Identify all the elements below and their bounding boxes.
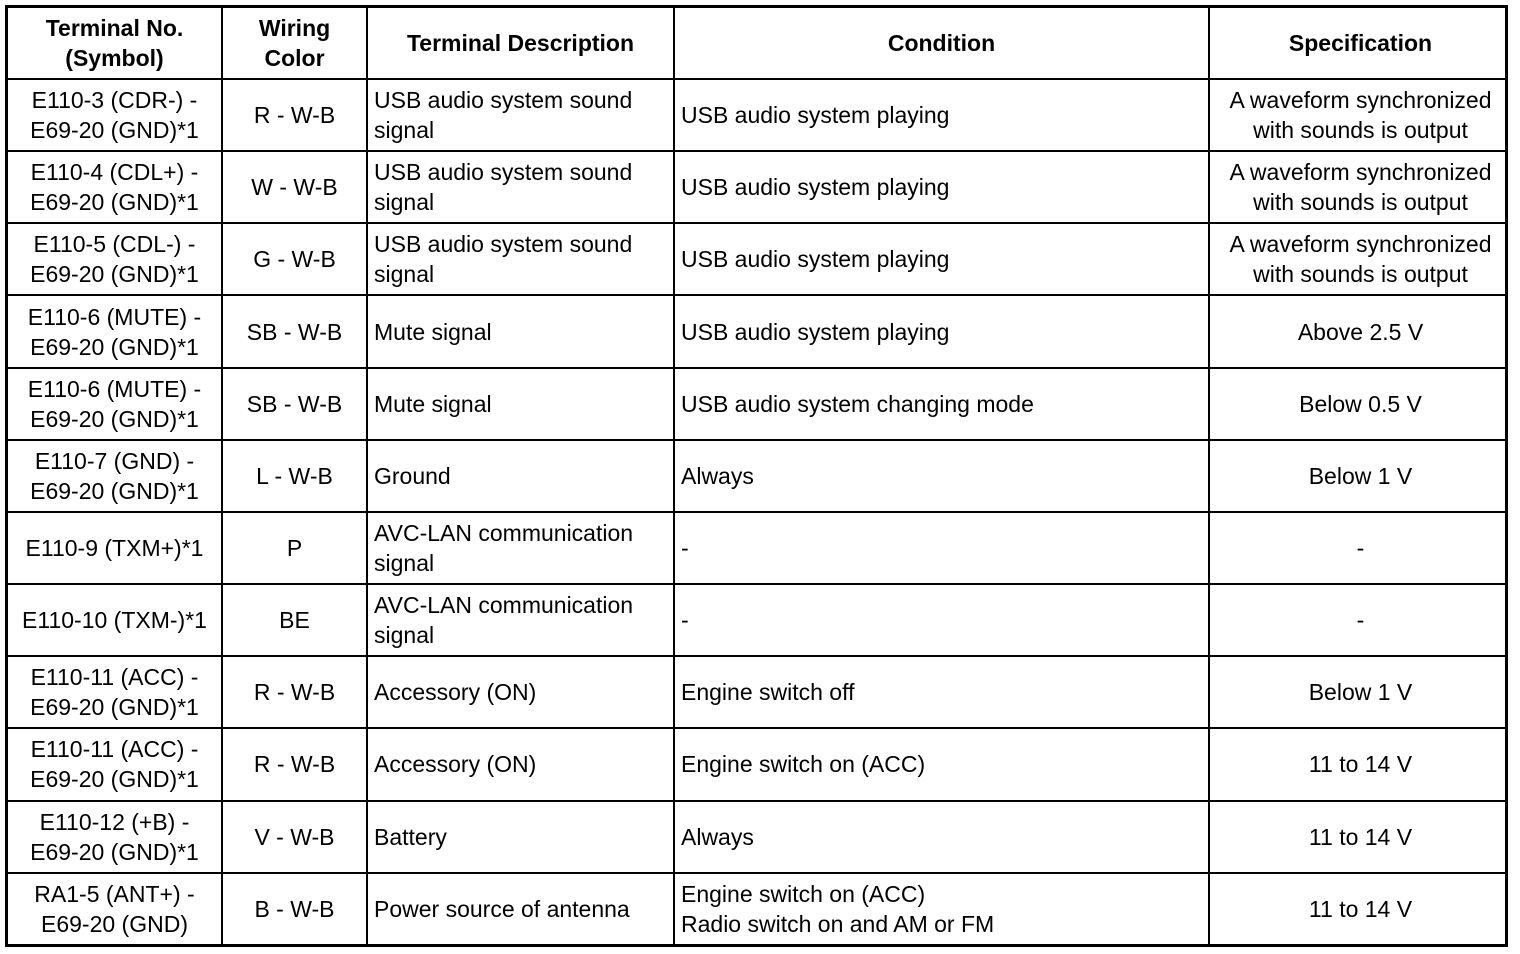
cell-specification-line: A waveform synchronized xyxy=(1229,87,1492,114)
cell-condition-line: Engine switch on (ACC) xyxy=(681,751,926,778)
cell-terminal-no xyxy=(8,584,222,656)
table-row xyxy=(8,584,1508,656)
cell-terminal-no-line: E69-20 (GND)*1 xyxy=(30,117,199,144)
cell-wiring-color xyxy=(222,368,367,440)
cell-condition xyxy=(674,512,1209,584)
header-wiring-color: Wiring Color xyxy=(222,8,367,79)
cell-terminal-description xyxy=(367,79,674,151)
header-terminal-no: Terminal No. (Symbol) xyxy=(8,8,222,79)
cell-terminal-no-line: E69-20 (GND) xyxy=(41,910,188,937)
cell-wiring-color xyxy=(222,873,367,944)
cell-condition-line: USB audio system changing mode xyxy=(681,390,1034,417)
cell-terminal-no-line: E110-5 (CDL-) - xyxy=(33,231,196,258)
cell-specification xyxy=(1209,368,1508,440)
cell-specification-line: Below 1 V xyxy=(1308,462,1413,489)
cell-condition-line: - xyxy=(681,607,689,634)
cell-specification-line: A waveform synchronized xyxy=(1229,159,1492,186)
cell-terminal-no-line: E110-10 (TXM-)*1 xyxy=(22,607,207,634)
header-row xyxy=(8,8,1508,79)
cell-terminal-description xyxy=(367,656,674,728)
cell-terminal-no xyxy=(8,151,222,223)
table-row xyxy=(8,801,1508,873)
cell-terminal-no-line: E69-20 (GND)*1 xyxy=(30,189,199,216)
cell-terminal-no-line: E110-6 (MUTE) - xyxy=(27,375,202,402)
cell-condition xyxy=(674,656,1209,728)
cell-specification-line: Below 0.5 V xyxy=(1299,390,1422,417)
cell-wiring-color-line: R - W-B xyxy=(253,679,336,706)
cell-terminal-no xyxy=(8,440,222,512)
cell-terminal-no-line: E110-12 (+B) - xyxy=(39,808,190,835)
cell-terminal-no xyxy=(8,873,222,944)
cell-terminal-description xyxy=(367,368,674,440)
cell-terminal-description xyxy=(367,295,674,367)
header-terminal-description: Terminal Description xyxy=(367,8,674,79)
cell-wiring-color-line: B - W-B xyxy=(254,895,335,922)
cell-terminal-no xyxy=(8,368,222,440)
header-specification: Specification xyxy=(1209,8,1508,79)
cell-wiring-color xyxy=(222,79,367,151)
cell-condition-line: USB audio system playing xyxy=(681,318,950,345)
cell-specification-line: Below 1 V xyxy=(1308,679,1413,706)
cell-terminal-no-line: E110-11 (ACC) - xyxy=(30,664,199,691)
cell-wiring-color xyxy=(222,801,367,873)
cell-specification xyxy=(1209,656,1508,728)
cell-specification xyxy=(1209,295,1508,367)
cell-specification-line: with sounds is output xyxy=(1253,261,1468,288)
cell-terminal-description xyxy=(367,223,674,295)
terminal-spec-sheet xyxy=(5,5,1508,947)
cell-specification-line: 11 to 14 V xyxy=(1308,895,1413,922)
cell-terminal-description-line: USB audio system sound xyxy=(374,87,633,114)
cell-specification xyxy=(1209,151,1508,223)
cell-terminal-description-line: signal xyxy=(374,117,435,144)
cell-wiring-color xyxy=(222,512,367,584)
cell-wiring-color-line: SB - W-B xyxy=(246,390,343,417)
cell-terminal-no-line: E69-20 (GND)*1 xyxy=(30,333,199,360)
cell-terminal-no-line: RA1-5 (ANT+) - xyxy=(34,880,195,907)
cell-terminal-description-line: Mute signal xyxy=(374,318,492,345)
cell-terminal-description-line: USB audio system sound xyxy=(374,159,633,186)
table-row xyxy=(8,440,1508,512)
table-body xyxy=(8,79,1508,944)
table-row xyxy=(8,728,1508,800)
cell-condition xyxy=(674,584,1209,656)
cell-specification xyxy=(1209,223,1508,295)
cell-condition-line: Engine switch off xyxy=(681,679,855,706)
cell-condition xyxy=(674,440,1209,512)
cell-wiring-color xyxy=(222,223,367,295)
cell-specification xyxy=(1209,801,1508,873)
cell-terminal-description-line: Power source of antenna xyxy=(374,895,630,922)
table-row xyxy=(8,368,1508,440)
cell-condition-line: - xyxy=(681,535,689,562)
cell-terminal-description-line: Mute signal xyxy=(374,390,492,417)
cell-specification-line: 11 to 14 V xyxy=(1308,751,1413,778)
cell-wiring-color xyxy=(222,584,367,656)
header-condition: Condition xyxy=(674,8,1209,79)
cell-terminal-no xyxy=(8,512,222,584)
table-row xyxy=(8,79,1508,151)
cell-terminal-description xyxy=(367,728,674,800)
cell-terminal-no-line: E110-4 (CDL+) - xyxy=(30,159,199,186)
cell-terminal-description-line: AVC-LAN communication xyxy=(374,520,634,547)
cell-terminal-no-line: E110-11 (ACC) - xyxy=(30,736,199,763)
cell-specification-line: - xyxy=(1356,607,1365,634)
table-row xyxy=(8,223,1508,295)
cell-condition-line: USB audio system playing xyxy=(681,102,950,129)
cell-wiring-color-line: G - W-B xyxy=(253,246,336,273)
cell-specification-line: - xyxy=(1356,535,1365,562)
table-header xyxy=(8,8,1508,79)
cell-condition-line: Engine switch on (ACC) xyxy=(681,880,926,907)
cell-condition xyxy=(674,151,1209,223)
cell-condition xyxy=(674,728,1209,800)
cell-terminal-no xyxy=(8,295,222,367)
cell-terminal-no xyxy=(8,728,222,800)
cell-terminal-no-line: E69-20 (GND)*1 xyxy=(30,477,199,504)
cell-terminal-description-line: USB audio system sound xyxy=(374,231,633,258)
cell-condition-line: Always xyxy=(681,823,754,850)
cell-wiring-color-line: L - W-B xyxy=(256,462,333,489)
cell-wiring-color xyxy=(222,656,367,728)
cell-terminal-no-line: E69-20 (GND)*1 xyxy=(30,694,199,721)
cell-terminal-description xyxy=(367,801,674,873)
cell-wiring-color-line: BE xyxy=(279,607,310,634)
cell-wiring-color-line: V - W-B xyxy=(254,823,335,850)
cell-terminal-no-line: E110-6 (MUTE) - xyxy=(27,303,202,330)
cell-specification xyxy=(1209,873,1508,944)
terminal-spec-table xyxy=(8,8,1508,944)
cell-specification-line: Above 2.5 V xyxy=(1297,318,1424,345)
cell-terminal-no-line: E69-20 (GND)*1 xyxy=(30,405,199,432)
cell-specification xyxy=(1209,440,1508,512)
table-row xyxy=(8,512,1508,584)
cell-condition-line: Radio switch on and AM or FM xyxy=(681,910,995,937)
cell-specification xyxy=(1209,728,1508,800)
table-row xyxy=(8,151,1508,223)
cell-specification-line: with sounds is output xyxy=(1253,117,1468,144)
cell-terminal-description xyxy=(367,584,674,656)
cell-specification xyxy=(1209,79,1508,151)
cell-terminal-no xyxy=(8,656,222,728)
table-row xyxy=(8,295,1508,367)
cell-condition-line: USB audio system playing xyxy=(681,246,950,273)
cell-terminal-no xyxy=(8,223,222,295)
cell-terminal-description-line: signal xyxy=(374,550,435,577)
cell-wiring-color-line: P xyxy=(286,535,303,562)
cell-specification-line: with sounds is output xyxy=(1253,189,1468,216)
cell-terminal-description-line: signal xyxy=(374,261,435,288)
table-row xyxy=(8,656,1508,728)
cell-terminal-no xyxy=(8,79,222,151)
cell-terminal-description-line: signal xyxy=(374,189,435,216)
cell-specification xyxy=(1209,584,1508,656)
cell-condition xyxy=(674,295,1209,367)
cell-terminal-no-line: E110-7 (GND) - xyxy=(34,447,195,474)
cell-terminal-no-line: E69-20 (GND)*1 xyxy=(30,838,199,865)
cell-terminal-description xyxy=(367,873,674,944)
cell-terminal-description-line: Accessory (ON) xyxy=(374,679,537,706)
cell-terminal-description xyxy=(367,151,674,223)
cell-terminal-description-line: Accessory (ON) xyxy=(374,751,537,778)
cell-terminal-no-line: E69-20 (GND)*1 xyxy=(30,261,199,288)
cell-wiring-color xyxy=(222,295,367,367)
cell-terminal-description-line: Ground xyxy=(374,462,451,489)
cell-terminal-description-line: AVC-LAN communication xyxy=(374,592,634,619)
cell-condition xyxy=(674,801,1209,873)
cell-specification-line: A waveform synchronized xyxy=(1229,231,1492,258)
cell-wiring-color-line: R - W-B xyxy=(253,102,336,129)
cell-terminal-description xyxy=(367,440,674,512)
cell-terminal-description-line: Battery xyxy=(374,823,447,850)
cell-wiring-color xyxy=(222,440,367,512)
cell-terminal-no-line: E110-9 (TXM+)*1 xyxy=(25,535,204,562)
cell-specification-line: 11 to 14 V xyxy=(1308,823,1413,850)
cell-condition xyxy=(674,223,1209,295)
table-row xyxy=(8,873,1508,944)
cell-condition xyxy=(674,873,1209,944)
cell-wiring-color-line: R - W-B xyxy=(253,751,336,778)
cell-condition-line: USB audio system playing xyxy=(681,174,950,201)
cell-terminal-description-line: signal xyxy=(374,622,435,649)
cell-terminal-no-line: E69-20 (GND)*1 xyxy=(30,766,199,793)
cell-condition-line: Always xyxy=(681,462,754,489)
cell-wiring-color-line: W - W-B xyxy=(251,174,338,201)
cell-specification xyxy=(1209,512,1508,584)
cell-terminal-no xyxy=(8,801,222,873)
cell-terminal-no-line: E110-3 (CDR-) - xyxy=(31,87,198,114)
cell-condition xyxy=(674,79,1209,151)
cell-terminal-description xyxy=(367,512,674,584)
cell-condition xyxy=(674,368,1209,440)
cell-wiring-color xyxy=(222,151,367,223)
cell-wiring-color xyxy=(222,728,367,800)
cell-wiring-color-line: SB - W-B xyxy=(246,318,343,345)
